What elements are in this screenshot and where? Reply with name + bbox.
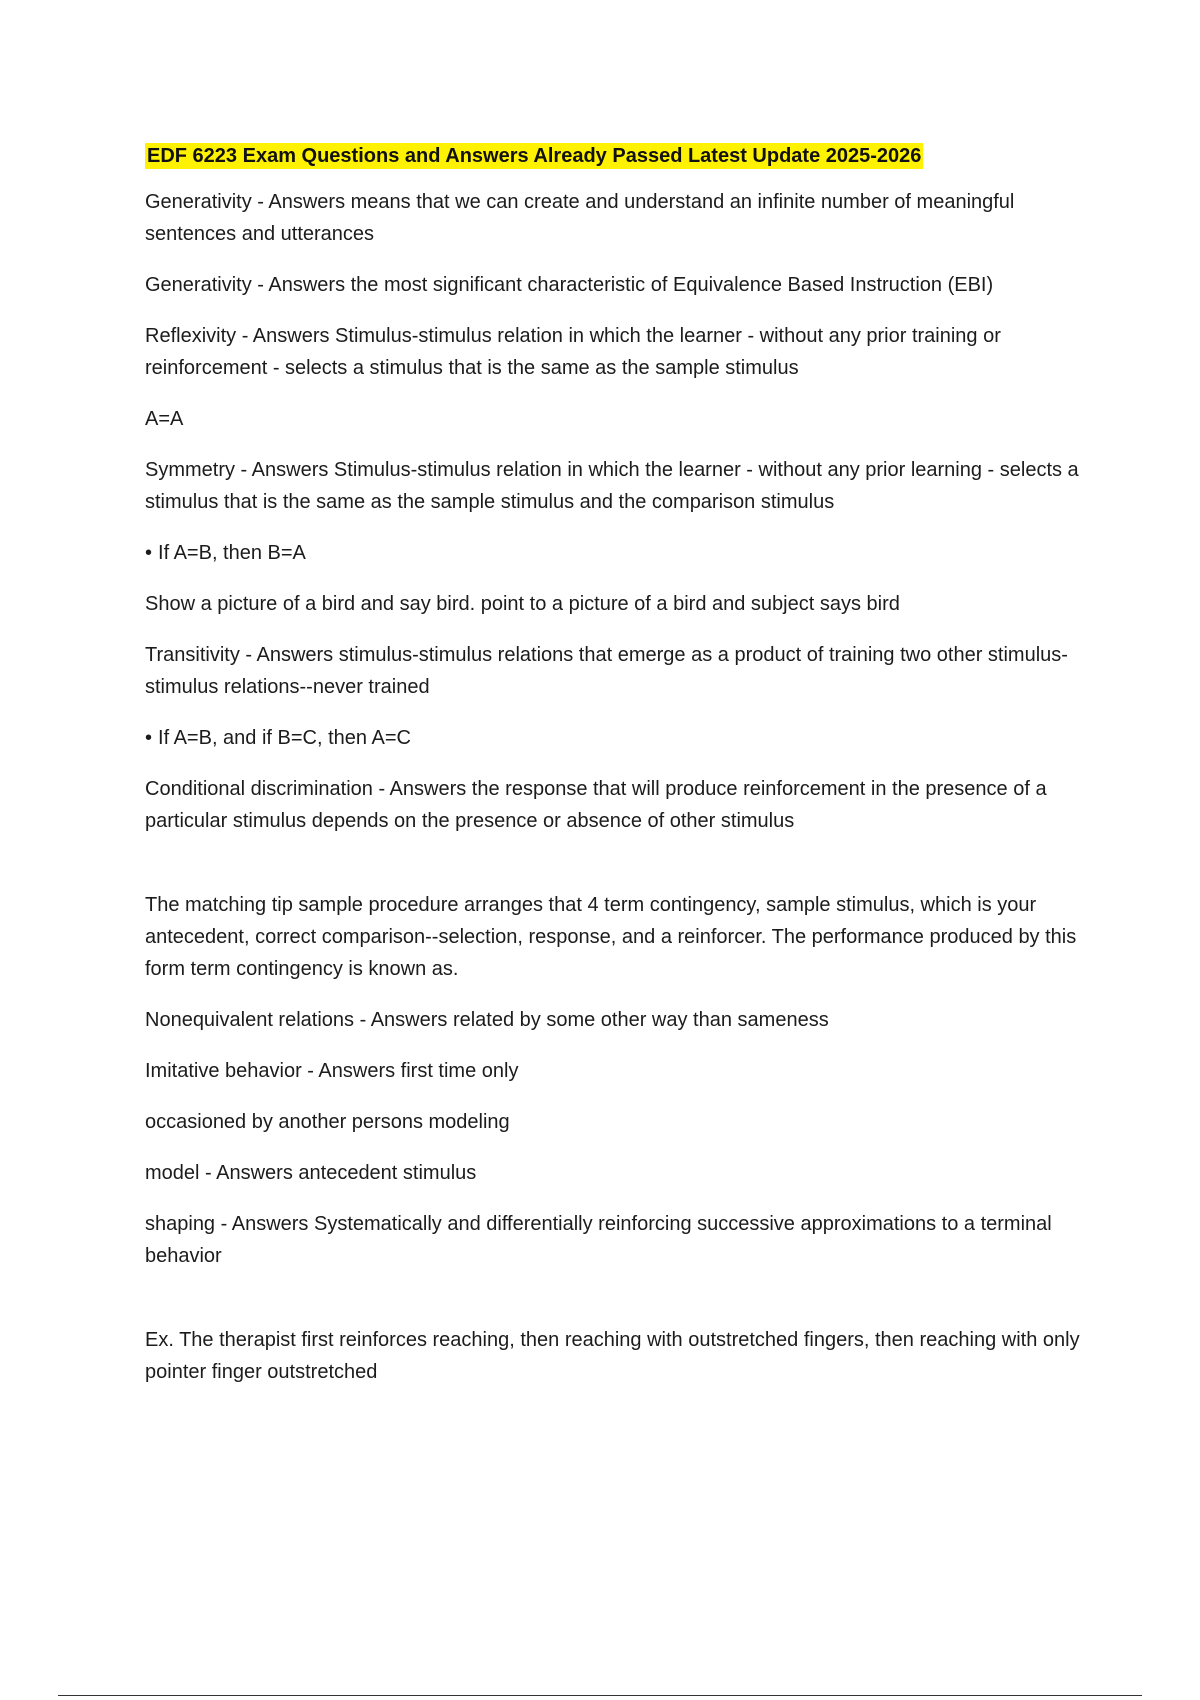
footer-divider [58,1695,1142,1696]
entry-modeling: occasioned by another persons modeling [145,1111,510,1133]
bullet-glyph: • [145,542,153,564]
entry-transitivity: Transitivity - Answers stimulus-stimulus relations that emerge as a product of training two other stimulus-stimulus relations--never trained [145,644,1068,698]
bullet-text: If A=B, and if B=C, then A=C [158,727,411,749]
document-page [145,140,1095,1407]
entry-model: model - Answers antecedent stimulus [145,1162,477,1184]
bullet-text: If A=B, then B=A [158,542,306,564]
document-title: EDF 6223 Exam Questions and Answers Already Passed Latest Update 2025-2026 [147,145,922,167]
entry-matching-to-sample: The matching tip sample procedure arranges that 4 term contingency, sample stimulus, which is your antecedent, correct comparison--selection, response, and a reinforcer. The performance produced by this form term contingency is known as. [145,894,1077,980]
bullet-glyph: • [145,727,153,749]
entry-symmetry-bullet [145,537,1095,569]
entry-generativity-1: Generativity - Answers means that we can create and understand an infinite number of meaningful sentences and utterances [145,191,1015,245]
entry-symmetry: Symmetry - Answers Stimulus-stimulus relation in which the learner - without any prior learning - selects a stimulus that is the same as the sample stimulus and the comparison stimulus [145,459,1079,513]
entry-imitative-behavior: Imitative behavior - Answers first time only [145,1060,519,1082]
entry-reflexivity-example: A=A [145,408,184,430]
entry-shaping-example: Ex. The therapist first reinforces reaching, then reaching with outstretched fingers, then reaching with only pointer finger outstretched [145,1329,1080,1383]
entry-reflexivity: Reflexivity - Answers Stimulus-stimulus relation in which the learner - without any prior training or reinforcement - selects a stimulus that is the same as the sample stimulus [145,325,1001,379]
entry-generativity-2: Generativity - Answers the most significant characteristic of Equivalence Based Instruction (EBI) [145,274,994,296]
entry-transitivity-bullet [145,722,1095,754]
entry-symmetry-example: Show a picture of a bird and say bird. point to a picture of a bird and subject says bird [145,593,900,615]
entry-shaping: shaping - Answers Systematically and differentially reinforcing successive approximations to a terminal behavior [145,1213,1052,1267]
entry-nonequivalent-relations: Nonequivalent relations - Answers related by some other way than sameness [145,1009,829,1031]
title-block [145,140,1095,172]
entry-conditional-discrimination: Conditional discrimination - Answers the response that will produce reinforcement in the presence of a particular stimulus depends on the presence or absence of other stimulus [145,778,1047,832]
